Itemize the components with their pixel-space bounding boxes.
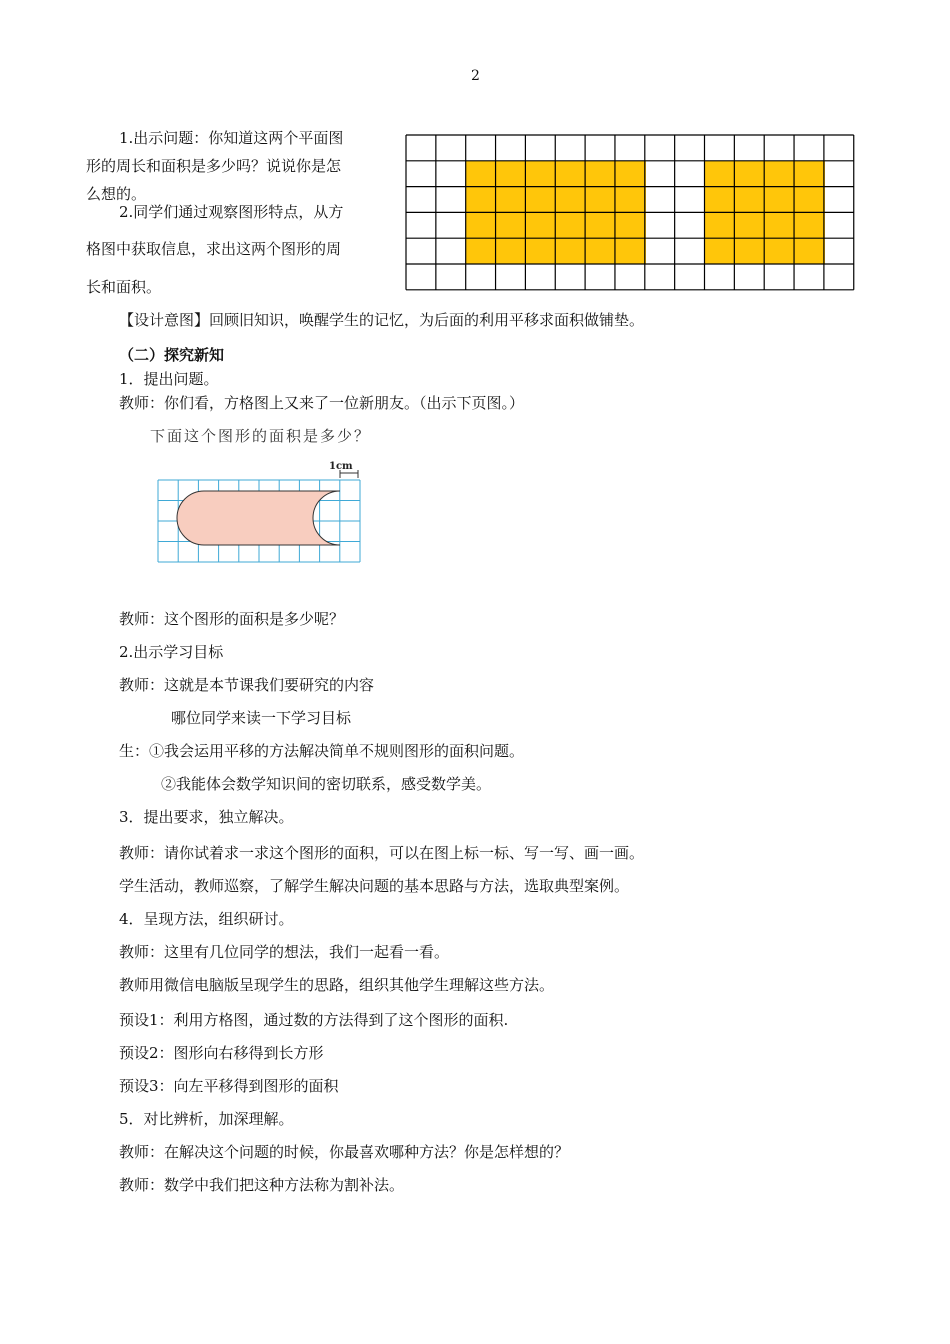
- unit-label: 1cm: [329, 461, 353, 472]
- section-title: （二）探究新知: [119, 346, 225, 364]
- step2-teacher-2: 哪位同学来读一下学习目标: [171, 709, 352, 727]
- page-number: 2: [471, 68, 480, 84]
- grid-figure-rectangles: [400, 130, 862, 296]
- intro-p2-line2: 格图中获取信息，求出这两个图形的周: [86, 240, 342, 258]
- step4-heading: 4．呈现方法，组织研讨。: [119, 910, 294, 928]
- step1-teacher: 教师：你们看，方格图上又来了一位新朋友。（出示下页图。）: [119, 394, 525, 412]
- step5-heading: 5．对比辨析，加深理解。: [119, 1110, 294, 1128]
- figure-question: 下面这个图形的面积是多少？: [150, 427, 372, 445]
- teacher-question: 教师：这个图形的面积是多少呢？: [119, 610, 345, 628]
- student-goal-2: ②我能体会数学知识间的密切联系，感受数学美。: [161, 775, 492, 793]
- step2-teacher-1: 教师：这就是本节课我们要研究的内容: [119, 676, 375, 694]
- intro-p1-line1: 1.出示问题：你知道这两个平面图: [119, 129, 344, 147]
- step2-heading: 2.出示学习目标: [119, 643, 224, 661]
- intro-p1-line2: 形的周长和面积是多少吗？说说你是怎: [86, 157, 342, 175]
- preset-3: 预设3：向左平移得到图形的面积: [119, 1077, 339, 1095]
- grid-figure-shape: [150, 470, 370, 568]
- preset-2: 预设2：图形向右移得到长方形: [119, 1044, 324, 1062]
- step4-activity: 教师用微信电脑版呈现学生的思路，组织其他学生理解这些方法。: [119, 976, 555, 994]
- step5-teacher-2: 教师：数学中我们把这种方法称为割补法。: [119, 1176, 405, 1194]
- pink-shape: [177, 491, 340, 545]
- step3-teacher: 教师：请你试着求一求这个图形的面积，可以在图上标一标、写一写、画一画。: [119, 844, 645, 862]
- intro-p2-line1: 2.同学们通过观察图形特点，从方: [119, 203, 344, 221]
- design-intent: 【设计意图】回顾旧知识，唤醒学生的记忆，为后面的利用平移求面积做铺垫。: [119, 311, 645, 329]
- intro-p1-line3: 么想的。: [86, 185, 147, 203]
- step4-teacher: 教师：这里有几位同学的想法，我们一起看一看。: [119, 943, 450, 961]
- step3-activity: 学生活动，教师巡察，了解学生解决问题的基本思路与方法，选取典型案例。: [119, 877, 630, 895]
- step5-teacher-1: 教师：在解决这个问题的时候，你最喜欢哪种方法？你是怎样想的？: [119, 1143, 570, 1161]
- student-goal-1: 生：①我会运用平移的方法解决简单不规则图形的面积问题。: [119, 742, 525, 760]
- step3-heading: 3．提出要求，独立解决。: [119, 808, 294, 826]
- square-grid: [406, 135, 854, 290]
- step1-heading: 1．提出问题。: [119, 370, 219, 388]
- preset-1: 预设1：利用方格图，通过数的方法得到了这个图形的面积.: [119, 1011, 509, 1029]
- intro-p2-line3: 长和面积。: [86, 278, 162, 296]
